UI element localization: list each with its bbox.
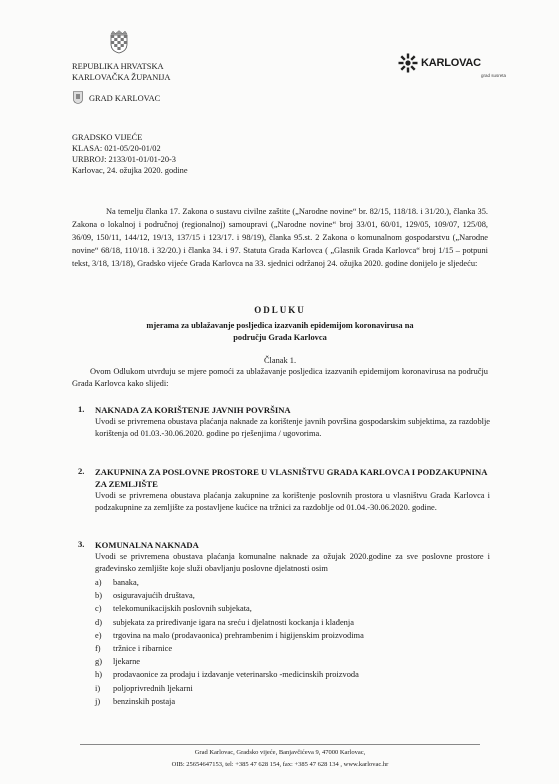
preamble: Na temelju članka 17. Zakona o sustavu civilne zaštite („Narodne novine“ br. 82/15, 118/18. i 31/20.), članka 35. Zakona o lokalnoj i područnoj (regionalnoj) samoupravi („Narodne novine“ broj 33/01, 60/01, 129/05, 109/07, 125/08, 36/09, 150/11, 144/12, 19/13, 137/15 i 123/17. i 98/19), članka 95.st. 2 Zakona o komunalnom gospodarstvu („Narodne novine“ 68/18, 110/18. i 32/20.) i članka 34. i 97. Statuta Grada Karlovca ( „Glasnik Grada Karlovca“ broj 1/15 – potpuni tekst, 3/18, 13/18), Gradsko vijeće Grada Karlovca na 33. sjednici održanoj 24. ožujka 2020. godine donijelo je sljedeću: [72,207,488,268]
section-2-title: ZAKUPNINA ZA POSLOVNE PROSTORE U VLASNIŠTVU GRADA KARLOVCA I PODZAKUPNINA ZA ZEMLJIŠTE [95,467,487,489]
section-2-body: Uvodi se privremena obustava plaćanja zakupnine za korištenje poslovnih prostora u vlasništvu Grada Karlovca i podzakupnine za zemljište za postavljene kućice na tržnici za razdoblje od 01.04.-30.06.2020. godine. [95,491,490,512]
karlovac-city-crest-icon [73,91,83,104]
list-item: c) telekomunikacijskih poslovnih subjekata, [95,604,252,614]
article-heading: Članak 1. [263,356,297,365]
urbroj: URBROJ: 2133/01-01/01-20-3 [72,155,176,164]
section-3-title: KOMUNALNA NAKNADA [95,540,199,550]
section-3-number: 3. [78,539,85,549]
decision-subtitle-line1: mjerama za ublažavanje posljedica izazvanih epidemijom koronavirusa na [146,321,414,330]
list-item: a) banaka, [95,578,139,587]
list-item: i) poljoprivrednih ljekarni [95,683,193,693]
document-date: Karlovac, 24. ožujka 2020. godine [72,166,188,175]
letterhead-county: KARLOVAČKA ŽUPANIJA [72,73,171,82]
section-1-title: NAKNADA ZA KORIŠTENJE JAVNIH POVRŠINA [95,405,291,415]
list-item: g) ljekarne [95,657,140,667]
section-3-body: Uvodi se privremena obustava plaćanja komunalne naknade za ožujak 2020.godine za sve poslovne prostore i građevinsko zemljište koje služi obavljanju poslovne djelatnosti osim [95,552,490,573]
logo-tagline: grad susreta [481,73,507,78]
list-item: b) osiguravajućih društava, [95,591,195,601]
section-1-number: 1. [78,404,85,414]
footer-address: Grad Karlovac, Gradsko vijeće, Banjavčićeva 9, 47000 Karlovac, [194,749,366,756]
list-item: e) trgovina na malo (prodavaonica) prehrambenim i higijenskim proizvodima [95,630,364,640]
letterhead-country: REPUBLIKA HRVATSKA [72,62,164,71]
klasa: KLASA: 021-05/20-01/02 [72,144,161,153]
decision-subtitle-line2: području Grada Karlovca [233,333,327,342]
list-item: d) subjekata za priređivanje igara na sreću i djelatnosti kockanja i klađenja [95,617,354,627]
footer-contact: OIB: 25654647153, tel: +385 47 628 154, fax: +385 47 628 134 , www.karlovac.hr [171,761,389,768]
croatia-coat-of-arms-icon [110,30,128,54]
decision-title: ODLUKU [254,305,306,315]
council-name: GRADSKO VIJEĆE [72,133,143,142]
list-item: f) tržnice i ribarnice [95,644,173,654]
article-intro: Ovom Odlukom utvrđuju se mjere pomoći za ublažavanje posljedica izazvanih epidemijom koronavirusa na području Grada Karlovca kako slijedi: [72,367,488,388]
footer-divider [80,744,480,745]
list-item: h) prodavaonice za prodaju i izdavanje veterinarsko -medicinskih proizvoda [95,670,359,680]
section-2-number: 2. [78,466,85,476]
logo-wordmark: KARLOVAC [421,57,481,69]
section-1-body: Uvodi se privremena obustava plaćanja naknade za korištenje javnih površina gospodarskim subjektima, za razdoblje korištenja od 01.03.-30.06.2020. godine po rješenjima / ugovorima. [95,417,490,438]
karlovac-logo-icon [398,53,418,73]
exceptions-list [95,576,490,708]
letterhead-city: GRAD KARLOVAC [89,94,161,103]
list-item: j) benzinskih postaja [95,696,176,706]
